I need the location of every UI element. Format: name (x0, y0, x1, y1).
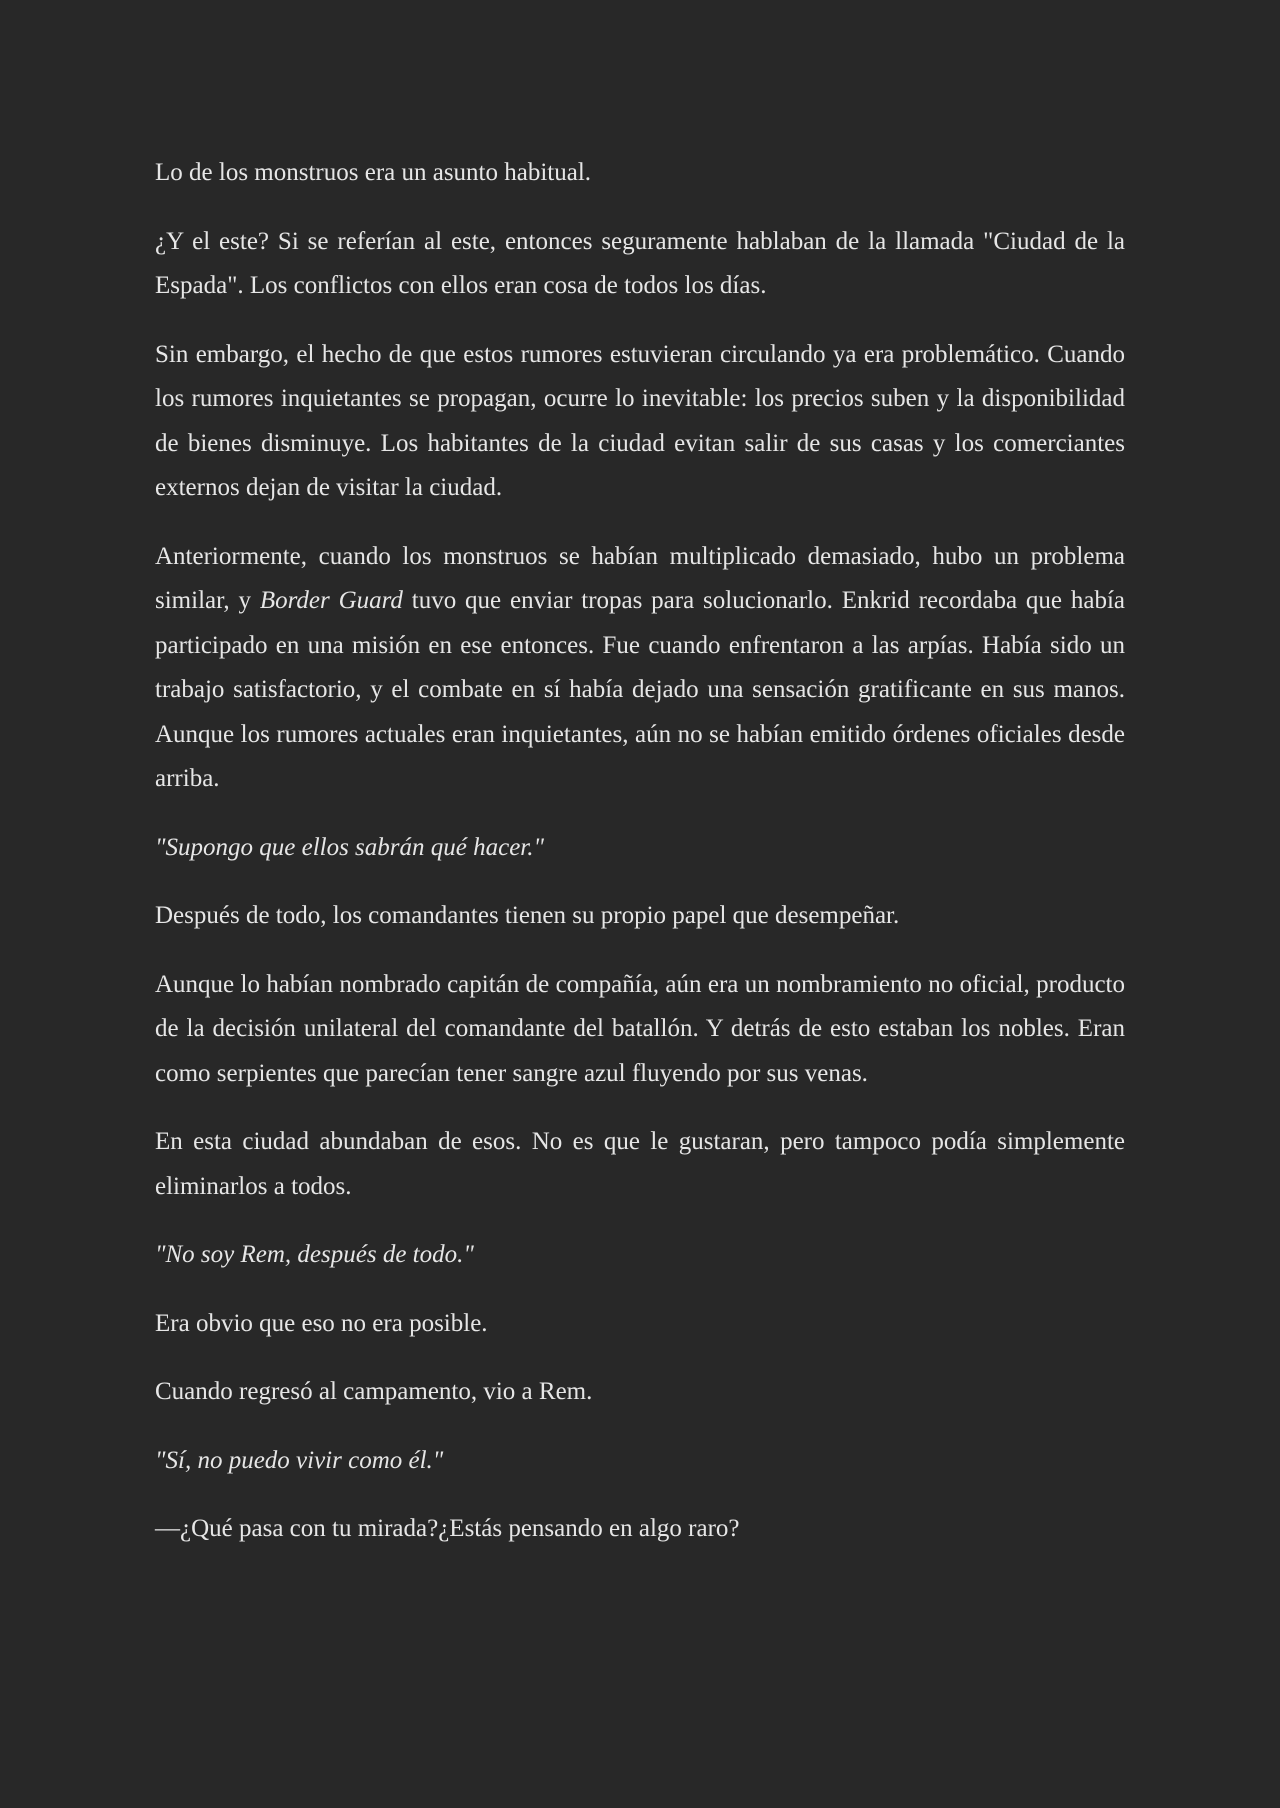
paragraph: Cuando regresó al campamento, vio a Rem. (155, 1378, 593, 1405)
paragraph: Lo de los monstruos era un asunto habitual. (155, 159, 592, 186)
paragraph: Era obvio que eso no era posible. (155, 1309, 488, 1337)
thought-paragraph (155, 1439, 1125, 1484)
emphasis-text: Border Guard (259, 587, 403, 614)
paragraph: Después de todo, los comandantes tienen su propio papel que desempeñar. (155, 902, 900, 929)
paragraph: Sin embargo, el hecho de que estos rumores estuvieran circulando ya era problemático. Cuando los rumores inquietantes se propagan, ocurre lo inevitable: los precios suben y la disponibilidad de bienes disminuye. Los habitantes de la ciudad evitan salir de sus casas y los comerciantes externos dejan de visitar la ciudad. (155, 340, 1125, 501)
thought-paragraph (155, 826, 1125, 871)
dialogue-paragraph: —¿Qué pasa con tu mirada?¿Estás pensando en algo raro? (155, 1515, 740, 1542)
paragraph: En esta ciudad abundaban de esos. No es que le gustaran, pero tampoco podía simplemente eliminarlos a todos. (155, 1128, 1125, 1200)
thought-text: "No soy Rem, después de todo." (155, 1241, 474, 1268)
thought-text: "Sí, no puedo vivir como él." (155, 1446, 444, 1474)
chapter-text (155, 151, 1125, 1576)
paragraph-text: Anteriormente, cuando los monstruos se habían multiplicado demasiado, hubo un problema similar, y (155, 542, 1125, 614)
paragraph: ¿Y el este? Si se referían al este, entonces seguramente hablaban de la llamada "Ciudad de la Espada". Los conflictos con ellos eran cosa de todos los días. (155, 227, 1125, 299)
paragraph (155, 535, 1125, 802)
thought-paragraph (155, 1233, 1125, 1278)
thought-text: "Supongo que ellos sabrán qué hacer." (155, 833, 545, 861)
paragraph: Aunque lo habían nombrado capitán de compañía, aún era un nombramiento no oficial, producto de la decisión unilateral del comandante del batallón. Y detrás de esto estaban los nobles. Eran como serpientes que parecían tener sangre azul fluyendo por sus venas. (155, 970, 1125, 1087)
paragraph-text: tuvo que enviar tropas para solucionarlo. Enkrid recordaba que había participado en una misión en ese entonces. Fue cuando enfrentaron a las arpías. Había sido un trabajo satisfactorio, y el combate en sí había dejado una sensación gratificante en sus manos. Aunque los rumores actuales eran inquietantes, aún no se habían emitido órdenes oficiales desde arriba. (155, 587, 1125, 792)
